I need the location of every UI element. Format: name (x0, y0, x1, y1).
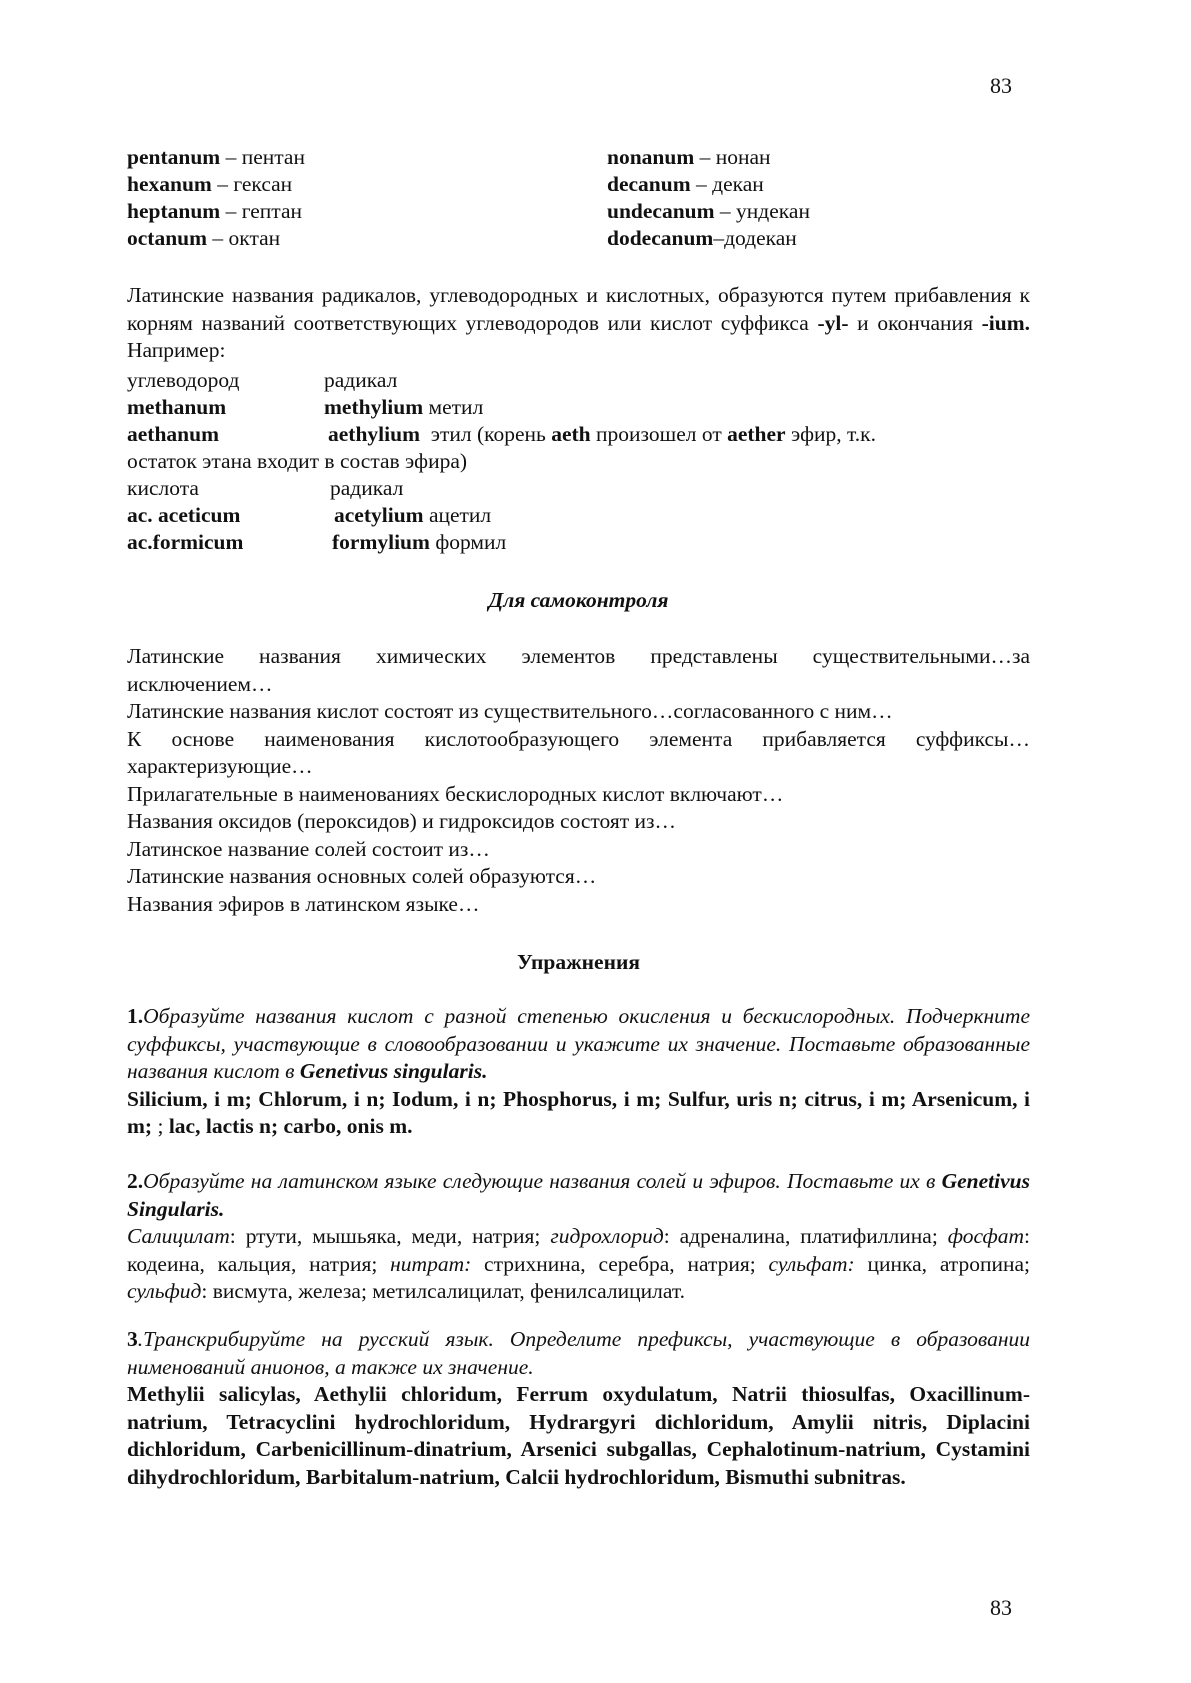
exercise-2-instruction: 2.Образуйте на латинском языке следующие названия солей и эфиров. Поставьте их в Genetivus Singularis. (127, 1169, 1030, 1221)
radicals-intro-paragraph: Латинские названия радикалов, углеводородных и кислотных, образуются путем прибавления к корням названий соответствующих углеводородов или кислот суффикса -yl- и окончания -ium. Например: (127, 283, 1030, 362)
radical-header: радикал (330, 476, 404, 500)
page-number-bottom: 83 (990, 1595, 1012, 1620)
selfcheck-question: Прилагательные в наименованиях бескислородных кислот включают… (127, 781, 784, 806)
example-row: ac. aceticum (127, 503, 241, 527)
example-radical: acetylium ацетил (334, 503, 492, 527)
exercise-1 (127, 1003, 1030, 1141)
alkane-item: nonanum – нонан (607, 145, 771, 169)
example-row: methanum (127, 395, 227, 419)
selfcheck-question: Латинское название солей состоит из… (127, 836, 490, 861)
alkane-item: undecanum – ундекан (607, 199, 810, 223)
selfcheck-heading: Для самоконтроля (488, 588, 669, 612)
alkane-item: pentanum – пентан (127, 145, 305, 169)
selfcheck-list (127, 643, 1030, 918)
selfcheck-question: Латинские названия кислот состоят из существительного…согласованного с ним… (127, 699, 893, 723)
exercise-1-words: Silicium, i m; Chlorum, i n; Iodum, i n; Phosphorus, i m; Sulfur, uris n; citrus, i m; Arsenicum, i m; ; lac, lactis n; carbo, onis m. (127, 1086, 1030, 1138)
exercise-3 (127, 1326, 1030, 1491)
example-radical: methylium метил (324, 395, 484, 419)
alkane-item: hexanum – гексан (127, 172, 293, 196)
exercise-3-instruction: 3.Транскрибируйте на русский язык. Определите префиксы, участвующие в образовании нименований анионов, а также их значение. (127, 1327, 1030, 1379)
selfcheck-question: Названия эфиров в латинском языке… (127, 891, 480, 916)
exercise-2-words: Салицилат: ртути, мышьяка, меди, натрия; гидрохлорид: адреналина, платифиллина; фосфат: кодеина, кальция, натрия; нитрат: стрихнина, серебра, натрия; сульфат: цинка, атропина; сульфид: висмута, железа; метилсалицилат, фенилсалицилат. (127, 1224, 1030, 1303)
example-radical: aethylium этил (корень aeth произошел от aether эфир, т.к. (328, 422, 876, 446)
selfcheck-question: Названия оксидов (пероксидов) и гидроксидов состоят из… (127, 809, 677, 833)
example-row: aethanum (127, 422, 219, 446)
example-note: остаток этана входит в состав эфира) (127, 449, 468, 473)
exercise-2 (127, 1168, 1030, 1306)
hydrocarbon-header: углеводород (127, 368, 240, 392)
exercise-3-words: Methylii salicylas, Aethylii chloridum, Ferrum oxydulatum, Natrii thiosulfas, Oxacillinum-natrium, Tetracyclini hydrochloridum, Hydrargyri dichloridum, Amylii nitris, Diplacini dichloridum, Carbenicillinum-dinatrium, Arsenici subgallas, Cephalotinum-natrium, Cystamini dihydrochloridum, Barbitalum-natrium, Calcii hydrochloridum, Bismuthi subnitras. (127, 1382, 1030, 1489)
example-row: ac.formicum (127, 530, 244, 554)
page-number-top: 83 (990, 73, 1012, 98)
alkane-item: heptanum – гептан (127, 199, 302, 223)
selfcheck-question: Латинские названия химических элементов представлены существительными…за исключением… (127, 644, 1030, 696)
selfcheck-question: К основе наименования кислотообразующего элемента прибавляется суффиксы…характеризующие… (127, 726, 1030, 778)
selfcheck-question: Латинские названия основных солей образуются… (127, 864, 597, 888)
exercise-1-instruction: 1.Образуйте названия кислот с разной степенью окисления и бескислородных. Подчеркните суффиксы, участвующие в словообразовании и укажите их значение. Поставьте образованные названия кислот в Genetivus singularis. (127, 1004, 1030, 1083)
alkane-item: octanum – октан (127, 226, 281, 250)
alkane-item: decanum – декан (607, 172, 764, 196)
example-radical: formylium формил (332, 530, 507, 554)
acid-header: кислота (127, 476, 199, 500)
radical-header: радикал (324, 368, 398, 392)
alkane-item: dodecanum–додекан (607, 226, 797, 250)
exercises-heading: Упражнения (516, 950, 641, 974)
